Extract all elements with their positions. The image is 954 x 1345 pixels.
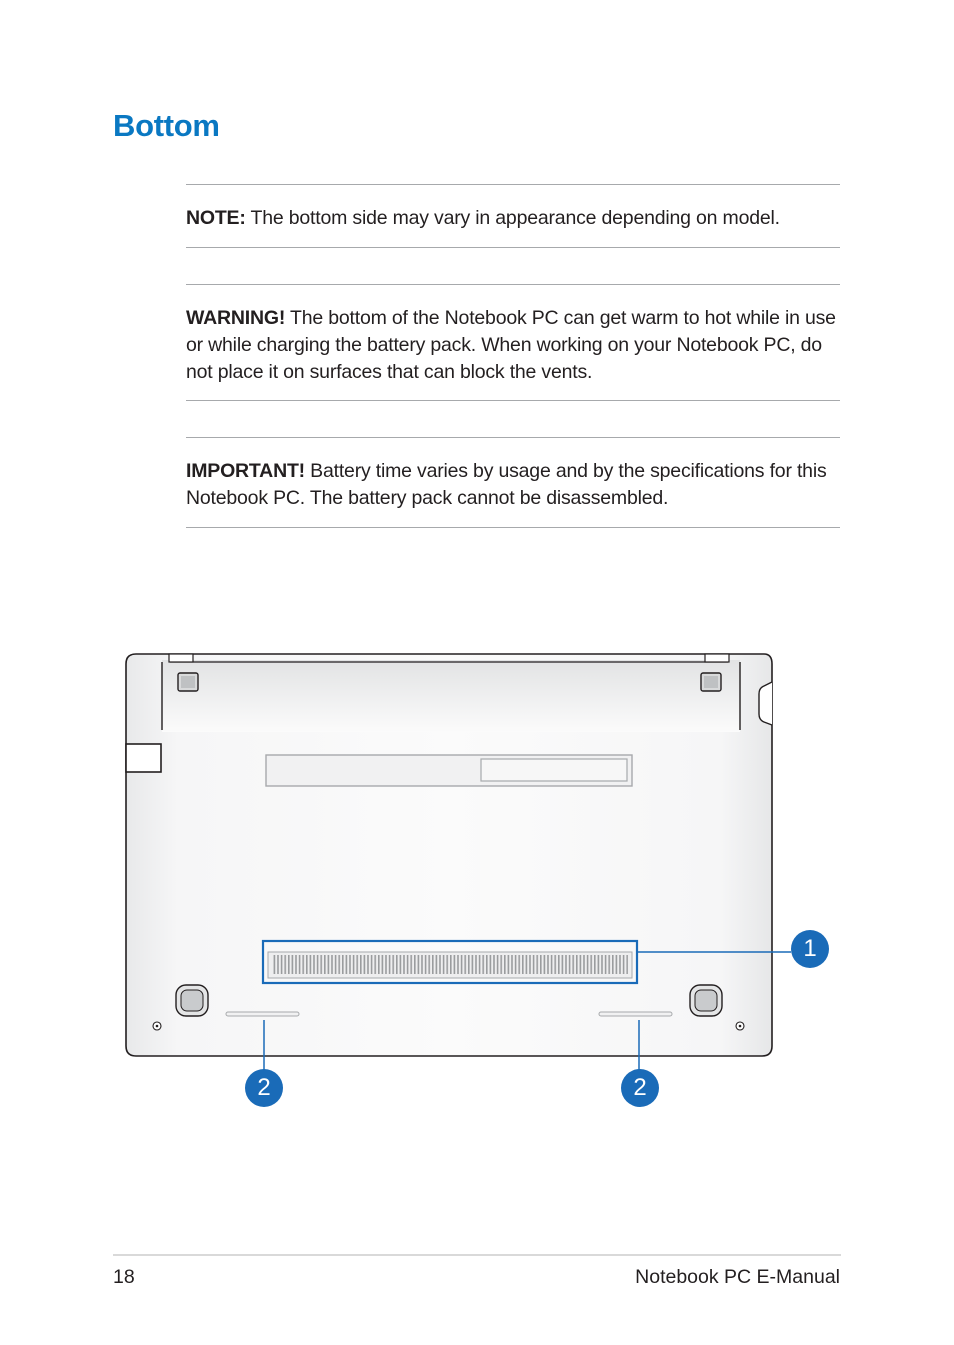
note-box (186, 184, 840, 248)
manual-title: Notebook PC E-Manual (635, 1266, 840, 1288)
important-label: IMPORTANT! (186, 460, 305, 482)
notebook-bottom-diagram (110, 640, 850, 1120)
footer-divider (113, 1254, 841, 1256)
important-text: Battery time varies by usage and by the specifications for this Notebook PC. The battery pack cannot be disassembled. (186, 460, 827, 509)
callout-2-badge-right: 2 (621, 1069, 659, 1107)
note-text: The bottom side may vary in appearance depending on model. (245, 207, 780, 229)
warning-label: WARNING! (186, 307, 286, 329)
callout-2-badge-left: 2 (245, 1069, 283, 1107)
page-title: Bottom (113, 108, 220, 143)
important-box (186, 437, 840, 528)
warning-box (186, 284, 840, 401)
note-label: NOTE: (186, 207, 246, 229)
callout-1-badge: 1 (791, 930, 829, 968)
page-number: 18 (113, 1266, 135, 1288)
warning-text: The bottom of the Notebook PC can get warm to hot while in use or while charging the battery pack. When working on your Notebook PC, do not place it on surfaces that can block the vents. (186, 307, 836, 383)
